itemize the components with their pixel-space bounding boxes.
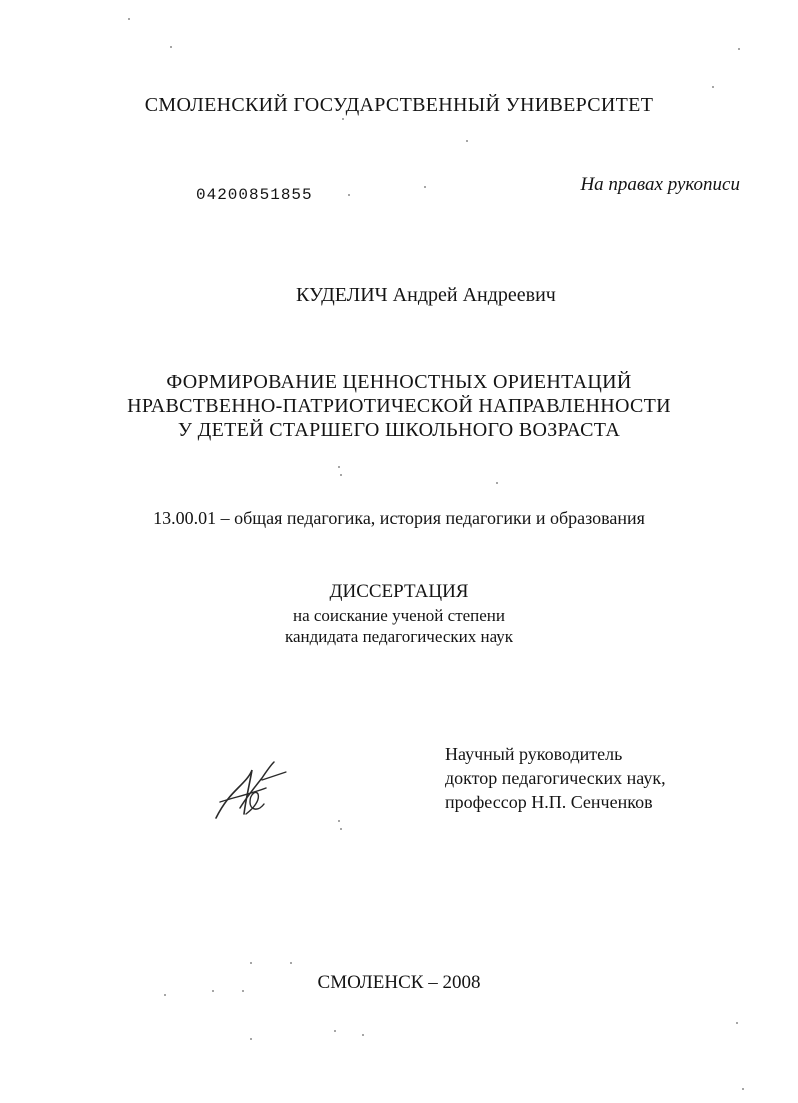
scan-speck (362, 1034, 364, 1036)
supervisor-block (445, 742, 666, 814)
scan-speck (212, 990, 214, 992)
specialty-code: 13.00.01 – общая педагогика, история педагогики и образования (153, 508, 645, 528)
scan-speck (348, 194, 350, 196)
scan-speck (342, 118, 344, 120)
scan-speck (250, 962, 252, 964)
scan-speck (250, 1038, 252, 1040)
supervisor-name: профессор Н.П. Сенченков (445, 792, 653, 812)
signature-icon (210, 758, 290, 826)
scan-speck (712, 86, 714, 88)
scan-speck (466, 140, 468, 142)
dissertation-title (60, 370, 738, 442)
supervisor-degree: доктор педагогических наук, (445, 768, 666, 788)
scan-speck (340, 828, 342, 830)
rights-note: На правах рукописи (580, 174, 740, 195)
document-type: ДИССЕРТАЦИЯ (329, 581, 469, 602)
city-year: СМОЛЕНСК – 2008 (317, 972, 481, 993)
author-name: КУДЕЛИЧ Андрей Андреевич (296, 284, 556, 306)
scan-speck (242, 990, 244, 992)
degree-line-1: на соискание ученой степени (292, 606, 506, 625)
scan-speck (290, 962, 292, 964)
degree-line-2: кандидата педагогических наук (284, 627, 514, 646)
scan-speck (128, 18, 130, 20)
catalog-number: 04200851855 (196, 186, 313, 204)
scan-speck (736, 1022, 738, 1024)
university-name: СМОЛЕНСКИЙ ГОСУДАРСТВЕННЫЙ УНИВЕРСИТЕТ (144, 94, 654, 116)
scan-speck (424, 186, 426, 188)
scan-speck (338, 466, 340, 468)
scan-speck (340, 474, 342, 476)
scan-speck (738, 48, 740, 50)
title-line: У ДЕТЕЙ СТАРШЕГО ШКОЛЬНОГО ВОЗРАСТА (177, 419, 621, 441)
scan-speck (496, 482, 498, 484)
scan-speck (170, 46, 172, 48)
supervisor-label: Научный руководитель (445, 744, 623, 764)
scan-speck (334, 1030, 336, 1032)
scan-speck (164, 994, 166, 996)
scan-speck (742, 1088, 744, 1090)
title-line: НРАВСТВЕННО-ПАТРИОТИЧЕСКОЙ НАПРАВЛЕННОСТИ (127, 395, 671, 417)
scan-speck (338, 820, 340, 822)
title-line: ФОРМИРОВАНИЕ ЦЕННОСТНЫХ ОРИЕНТАЦИЙ (166, 371, 632, 393)
